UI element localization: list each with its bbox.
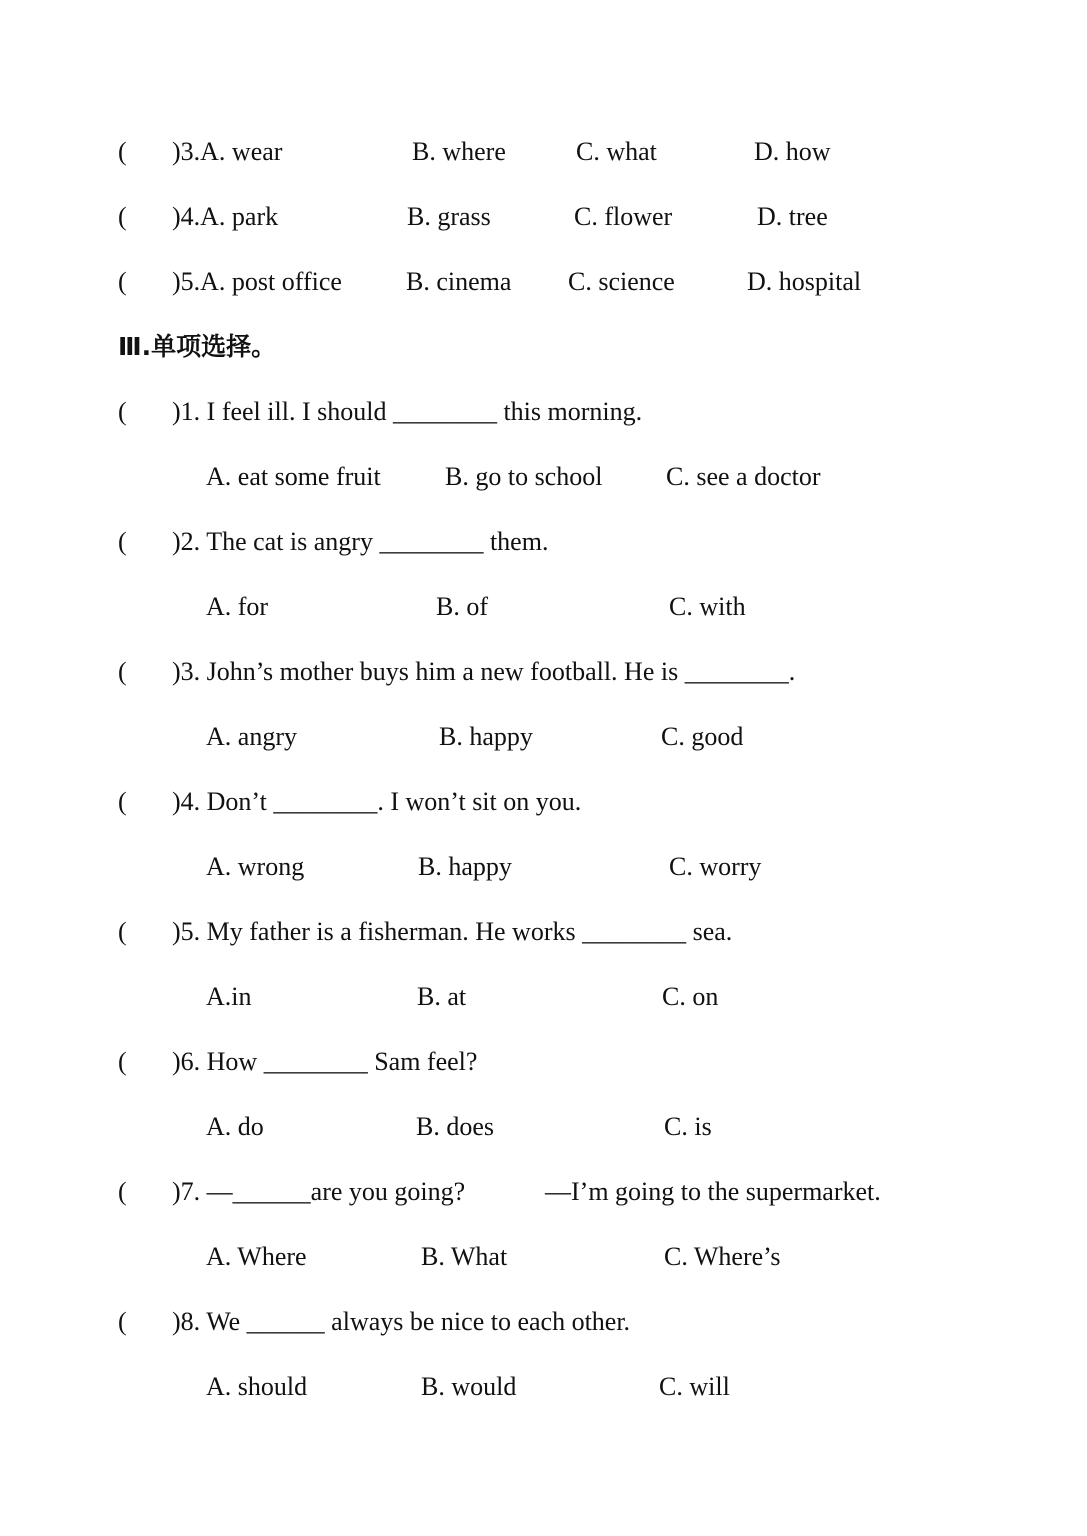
option-b: B. where xyxy=(412,137,506,166)
option-b: B. at xyxy=(417,982,467,1011)
answer-paren: ( xyxy=(118,917,127,946)
option-a: A. do xyxy=(206,1112,264,1141)
answer-paren: ( xyxy=(118,1047,127,1076)
options-row xyxy=(0,717,1087,757)
question-row xyxy=(0,1042,1087,1082)
option-b: B. go to school xyxy=(445,462,603,491)
options-row xyxy=(0,847,1087,887)
option-b: B. of xyxy=(436,592,488,621)
question-row xyxy=(0,1172,1087,1212)
option-a: )5.A. post office xyxy=(172,267,342,296)
answer-paren: ( xyxy=(118,202,127,231)
option-b: B. happy xyxy=(418,852,512,881)
vocab-row xyxy=(0,197,1087,237)
option-d: D. hospital xyxy=(747,267,862,296)
option-b: B. What xyxy=(421,1242,508,1271)
option-c: C. will xyxy=(659,1372,730,1401)
option-c: C. science xyxy=(568,267,675,296)
question-row xyxy=(0,1302,1087,1342)
answer-paren: ( xyxy=(118,657,127,686)
option-a: A. angry xyxy=(206,722,297,751)
option-a: A. Where xyxy=(206,1242,307,1271)
options-row xyxy=(0,1367,1087,1407)
question-row xyxy=(0,522,1087,562)
option-d: D. tree xyxy=(757,202,828,231)
option-b: B. does xyxy=(416,1112,494,1141)
options-row xyxy=(0,1237,1087,1277)
question-text: )2. The cat is angry ________ them. xyxy=(172,527,549,556)
question-row xyxy=(0,652,1087,692)
answer-paren: ( xyxy=(118,397,127,426)
vocab-row xyxy=(0,262,1087,302)
question-reply: —I’m going to the supermarket. xyxy=(545,1177,881,1206)
answer-paren: ( xyxy=(118,1307,127,1336)
option-a: )4.A. park xyxy=(172,202,279,231)
option-c: C. is xyxy=(664,1112,712,1141)
option-c: C. on xyxy=(662,982,719,1011)
answer-paren: ( xyxy=(118,137,127,166)
answer-paren: ( xyxy=(118,787,127,816)
option-c: C. what xyxy=(576,137,657,166)
section-heading xyxy=(0,327,1087,367)
options-row xyxy=(0,457,1087,497)
section-title: Ⅲ.单项选择。 xyxy=(118,332,277,361)
option-a: A. wrong xyxy=(206,852,305,881)
options-row xyxy=(0,587,1087,627)
option-c: C. see a doctor xyxy=(666,462,821,491)
option-a: A. for xyxy=(206,592,269,621)
option-c: C. with xyxy=(669,592,746,621)
question-text: )5. My father is a fisherman. He works ________ sea. xyxy=(172,917,733,946)
question-text: )7. —______are you going? xyxy=(172,1177,466,1206)
option-b: B. cinema xyxy=(406,267,512,296)
option-c: C. good xyxy=(661,722,744,751)
option-c: C. worry xyxy=(669,852,762,881)
answer-paren: ( xyxy=(118,267,127,296)
question-text: )4. Don’t ________. I won’t sit on you. xyxy=(172,787,582,816)
question-row xyxy=(0,392,1087,432)
answer-paren: ( xyxy=(118,1177,127,1206)
option-b: B. happy xyxy=(439,722,533,751)
option-b: B. would xyxy=(421,1372,517,1401)
option-c: C. Where’s xyxy=(664,1242,781,1271)
options-row xyxy=(0,977,1087,1017)
option-a: A. should xyxy=(206,1372,308,1401)
answer-paren: ( xyxy=(118,527,127,556)
option-a: A. eat some fruit xyxy=(206,462,381,491)
question-text: )8. We ______ always be nice to each other. xyxy=(172,1307,631,1336)
option-c: C. flower xyxy=(574,202,673,231)
question-row xyxy=(0,782,1087,822)
option-a: )3.A. wear xyxy=(172,137,283,166)
question-text: )1. I feel ill. I should ________ this morning. xyxy=(172,397,643,426)
option-d: D. how xyxy=(754,137,831,166)
vocab-row xyxy=(0,132,1087,172)
option-b: B. grass xyxy=(407,202,491,231)
question-text: )6. How ________ Sam feel? xyxy=(172,1047,478,1076)
option-a: A.in xyxy=(206,982,252,1011)
question-row xyxy=(0,912,1087,952)
options-row xyxy=(0,1107,1087,1147)
question-text: )3. John’s mother buys him a new football. He is ________. xyxy=(172,657,796,686)
